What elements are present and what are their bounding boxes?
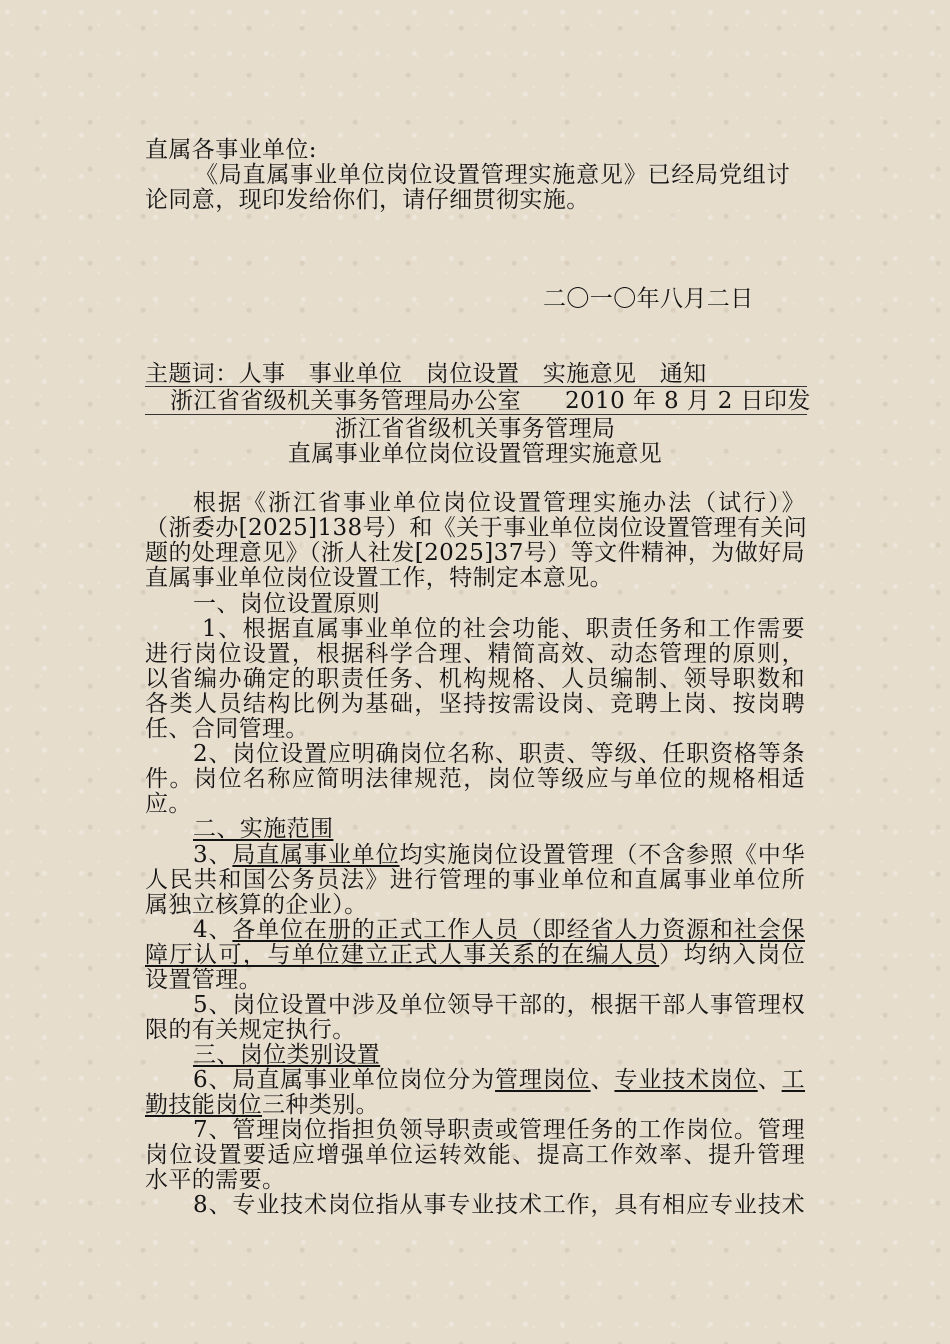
- section-heading-2: 二、实施范围: [193, 816, 334, 842]
- keywords-line: 主题词：人事 事业单位 岗位设置 实施意见 通知: [145, 361, 707, 387]
- para-3-prefix: 3、: [193, 842, 233, 868]
- para-4-underlined-2: 障厅认可，与单位建立正式人事关系的在编人员: [145, 942, 660, 968]
- issuer: 浙江省省级机关事务管理局办公室: [170, 388, 521, 414]
- para-6-line-2: [145, 1093, 805, 1118]
- para-1-line: 以省编办确定的职责任务、机构规格、人员编制、领导职数和: [145, 666, 805, 692]
- para-4-line-1: [193, 918, 805, 943]
- para-1-line: 任、合同管理。: [145, 716, 309, 742]
- para-3-line-1: [193, 843, 805, 868]
- doc-title-line-2: 直属事业单位岗位设置管理实施意见: [287, 441, 663, 467]
- para-6-line-1: [193, 1068, 805, 1093]
- issue-date-signature: 二〇一〇年八月二日: [543, 286, 754, 312]
- divider-top: [145, 386, 807, 387]
- para-6-labor-a: 工: [781, 1067, 806, 1093]
- para-7-line: 7、管理岗位指担负领导职责或管理任务的工作岗位。管理: [193, 1117, 805, 1143]
- issue-date: 2010 年 8 月 2 日印发: [565, 388, 811, 414]
- para-2-line: 应。: [145, 791, 192, 817]
- addressee: 直属各事业单位:: [145, 137, 317, 163]
- para-1-line: 各类人员结构比例为基础，坚持按需设岗、竞聘上岗、按岗聘: [145, 691, 805, 717]
- intro-line-1: 《局直属事业单位岗位设置管理实施意见》已经局党组讨: [195, 162, 790, 188]
- para-6-management: 管理岗位: [495, 1067, 591, 1093]
- intro-para-line: 直属事业单位岗位设置工作，特制定本意见。: [145, 565, 613, 591]
- para-4-prefix: 4、: [193, 917, 233, 943]
- intro-para-line: （浙委办[2025]138号）和《关于事业单位岗位设置管理有关问: [145, 515, 808, 541]
- intro-para-line: 根据《浙江省事业单位岗位设置管理实施办法（试行）》: [193, 490, 805, 516]
- para-6-text-c: 、: [757, 1067, 782, 1093]
- para-3-rest: 均实施岗位设置管理（不含参照《中华: [399, 842, 805, 868]
- para-4-rest: ）均纳入岗位: [659, 942, 805, 968]
- para-5-line: 5、岗位设置中涉及单位领导干部的，根据干部人事管理权: [193, 992, 805, 1018]
- para-3-line: 人民共和国公务员法》进行管理的事业单位和直属事业单位所: [145, 867, 805, 893]
- para-8-line: 8、专业技术岗位指从事专业技术工作，具有相应专业技术: [193, 1192, 805, 1218]
- para-5-line: 限的有关规定执行。: [145, 1017, 356, 1043]
- para-2-line: 件。岗位名称应简明法律规范，岗位等级应与单位的规格相适: [145, 766, 805, 792]
- para-6-technical: 专业技术岗位: [614, 1067, 758, 1093]
- para-7-line: 岗位设置要适应增强单位运转效能、提高工作效率、提升管理: [145, 1142, 805, 1168]
- para-4-underlined-1: 各单位在册的正式工作人员（即经省人力资源和社会保: [232, 917, 805, 943]
- para-1-line: 进行岗位设置，根据科学合理、精简高效、动态管理的原则，: [145, 641, 805, 667]
- para-6-text-b: 、: [590, 1067, 615, 1093]
- intro-para-line: 题的处理意见》（浙人社发[2025]37号）等文件精神，为做好局: [145, 540, 805, 566]
- para-6-text-d: 三种类别。: [262, 1092, 379, 1118]
- section-heading-3: 三、岗位类别设置: [193, 1042, 381, 1068]
- para-3-line: 属独立核算的企业）。: [145, 892, 368, 918]
- section-heading-1: 一、岗位设置原则: [193, 591, 381, 617]
- para-7-line: 水平的需要。: [145, 1167, 286, 1193]
- para-2-line: 2、岗位设置应明确岗位名称、职责、等级、任职资格等条: [193, 741, 805, 767]
- para-4-line-3: 设置管理。: [145, 967, 262, 993]
- para-6-text-a: 6、局直属事业单位岗位分为: [193, 1067, 496, 1093]
- para-3-underlined: 局直属事业单位: [232, 842, 400, 868]
- para-1-line: 1、根据直属事业单位的社会功能、职责任务和工作需要: [202, 616, 805, 642]
- intro-line-2: 论同意，现印发给你们，请仔细贯彻实施。: [145, 187, 590, 213]
- doc-title-line-1: 浙江省省级机关事务管理局: [334, 416, 616, 442]
- para-6-labor-b: 勤技能岗位: [145, 1092, 262, 1118]
- para-4-line-2: [145, 943, 805, 968]
- divider-bottom: [145, 414, 807, 415]
